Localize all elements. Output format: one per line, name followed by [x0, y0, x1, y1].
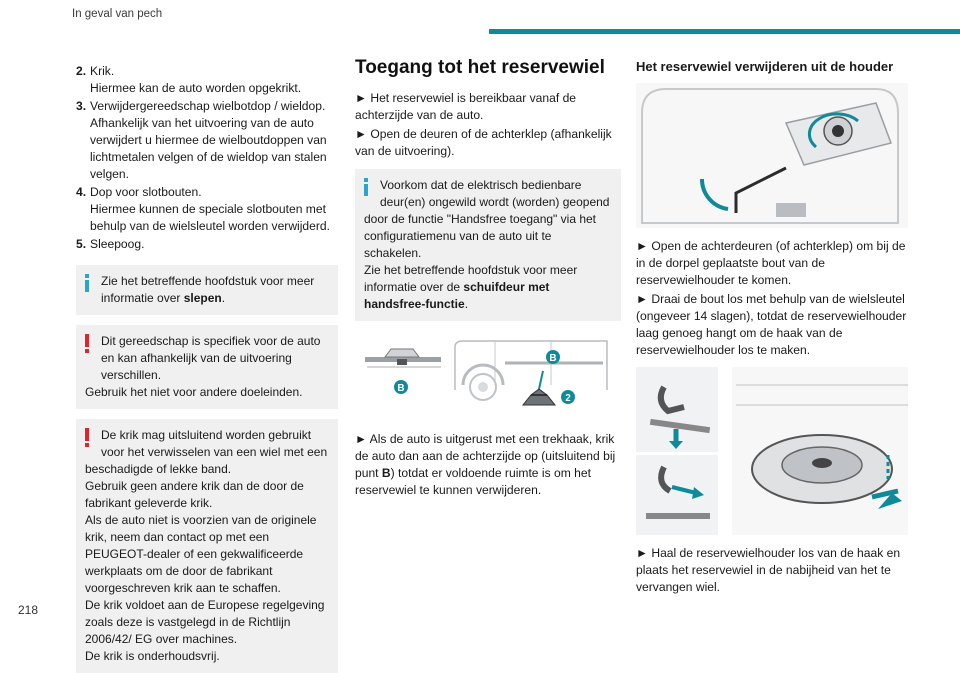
jacking-point-figure — [355, 335, 621, 415]
marker-b-left: B — [397, 383, 405, 394]
marker-2: 2 — [565, 393, 571, 404]
item-label: Sleepoog. — [90, 237, 145, 251]
item-label: Krik. — [90, 64, 115, 78]
warning-icon — [85, 334, 89, 353]
spare-wheel-icon — [732, 367, 908, 535]
info-bold: schuifdeur met handsfree-functie — [364, 280, 550, 311]
item-label: Dop voor slotbouten. — [90, 185, 202, 199]
section-heading: Toegang tot het reservewiel — [355, 57, 605, 78]
instruction-text: ► Open de deuren of de achterklep (afhankelijk van de uitvoering). — [355, 127, 612, 158]
list-item — [76, 98, 338, 183]
info-note-bold: slepen — [183, 291, 222, 305]
item-number: 5. — [76, 237, 87, 251]
warning-line: De krik voldoet aan de Europese regelgeving zoals deze is vastgelegd in de Richtlijn 2006/42/ EG over machines. — [85, 598, 325, 646]
warning-line: beschadigde of lekke band. — [85, 462, 232, 476]
info-icon — [85, 274, 89, 292]
item-label: Verwijdergereedschap wielbotdop / wieldop. — [90, 99, 326, 113]
warning-line: Als de auto niet is voorzien van de originele krik, neem dan contact op met een PEUGEOT-dealer of een gekwalificeerde werkplaats om de door de fabrikant voorgeschreven krik aan te schaffen. — [85, 513, 317, 595]
list-item — [76, 184, 338, 235]
tool-list — [76, 63, 338, 253]
instruction-text: ► Het reservewiel is bereikbaar vanaf de achterzijde van de auto. — [355, 91, 577, 122]
bolt-illustration — [636, 83, 908, 228]
spare-wheel-bolt-figure — [636, 83, 908, 228]
info-text-rest: door de functie "Handsfree toegang" via het configuratiemenu van de auto uit te schakelen. — [364, 212, 597, 260]
warning-text-first: De krik mag uitsluitend worden gebruikt voor het verwisselen van een wiel met een — [101, 428, 328, 459]
subsection-heading: Het reservewiel verwijderen uit de houder — [636, 59, 894, 74]
item-desc: Hiermee kan de auto worden opgekrikt. — [90, 81, 302, 95]
instruction-text: ► Open de achterdeuren (of achterklep) om bij de in de dorpel geplaatste bout van de reservewielhouder te komen. — [636, 239, 906, 287]
warning-line: Gebruik geen andere krik dan de door de fabrikant geleverde krik. — [85, 479, 304, 510]
item-desc: Afhankelijk van het uitvoering van de auto verwijdert u hiermee de wielboutdoppen van lichtmetalen velgen of de wieldop van stalen velgen. — [90, 116, 327, 181]
info-icon — [364, 178, 368, 196]
section-title: In geval van pech — [72, 8, 163, 20]
marker-b-right: B — [549, 353, 557, 364]
sill-detail-icon — [365, 349, 441, 367]
info-note-box — [76, 265, 338, 315]
page-number: 218 — [18, 603, 39, 617]
list-item — [76, 236, 338, 253]
item-number: 2. — [76, 64, 87, 78]
spare-wheel-lower-figure — [636, 367, 908, 535]
instruction-text: ► Draai de bout los met behulp van de wielsleutel (ongeveer 14 slagen), totdat de reservewielhouder laag genoeg hangt om de haak van de reservewielhouder los te maken. — [636, 292, 907, 357]
jacking-illustration — [355, 335, 621, 415]
instruction-text-towbar: ► Als de auto is uitgerust met een trekhaak, krik de auto dan aan de achterzijde op (uitsluitend bij punt B) totdat er voldoende ruimte is om het reservewiel te kunnen verwijderen. — [355, 432, 616, 497]
hook-detail-bottom-icon — [636, 455, 718, 535]
item-number: 4. — [76, 185, 87, 199]
info-text-first: Voorkom dat de elektrisch bedienbare deur(en) ongewild wordt (worden) geopend — [380, 178, 610, 209]
info-box-handsfree — [355, 169, 621, 321]
info-note-text: Zie het betreffende hoofdstuk voor meer informatie over slepen. — [101, 274, 315, 305]
info-text-rest2: Zie het betreffende hoofdstuk voor meer informatie over de schuifdeur met handsfree-functie. — [364, 263, 578, 311]
warning-icon — [85, 428, 89, 447]
warning-text-first: Dit gereedschap is specifiek voor de auto en kan afhankelijk van de uitvoering verschillen. — [101, 334, 321, 382]
item-number: 3. — [76, 99, 87, 113]
header-accent-bar — [489, 29, 960, 34]
list-item — [76, 63, 338, 97]
column-middle — [355, 56, 621, 499]
hook-detail-top-icon — [636, 367, 718, 452]
warning-line: De krik is onderhoudsvrij. — [85, 649, 220, 663]
warning-box-tools — [76, 325, 338, 409]
lowering-illustration — [636, 367, 908, 535]
car-rear-icon — [455, 341, 607, 400]
column-right — [636, 58, 908, 596]
item-desc: Hiermee kunnen de speciale slotbouten met behulp van de wielsleutel worden verwijderd. — [90, 202, 330, 233]
instruction-text: ► Haal de reservewielhouder los van de haak en plaats het reservewiel in de nabijheid van het te vervangen wiel. — [636, 546, 901, 594]
warning-text-rest: Gebruik het niet voor andere doeleinden. — [85, 385, 303, 399]
column-left — [76, 63, 338, 673]
warning-box-jack — [76, 419, 338, 673]
jack-icon — [523, 371, 555, 405]
